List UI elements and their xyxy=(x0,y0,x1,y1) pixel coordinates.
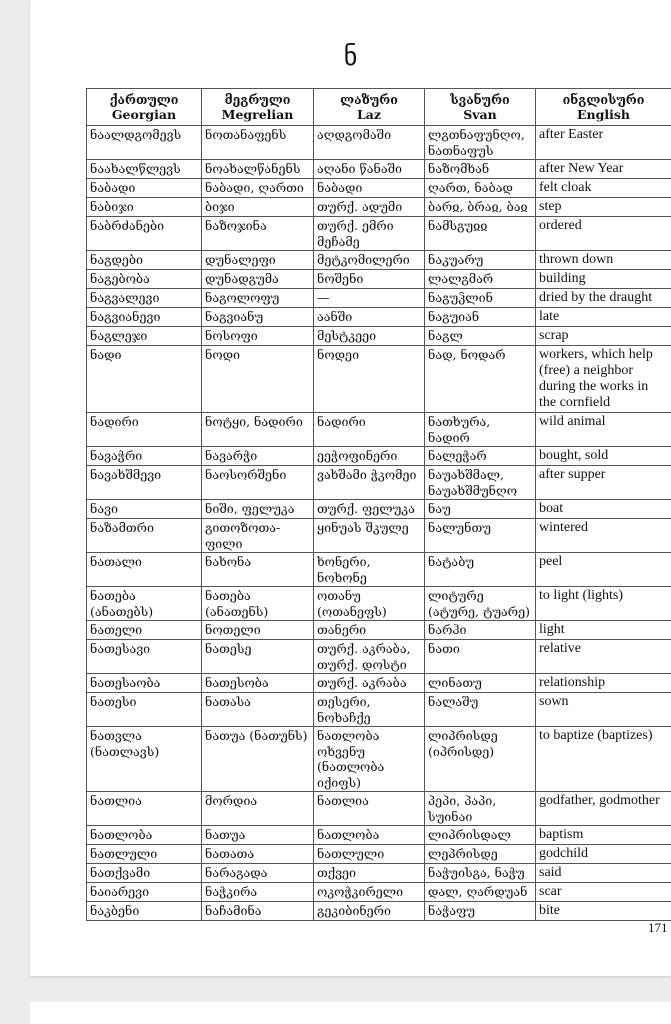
cell-georgian: ნადი xyxy=(87,346,202,413)
table-row xyxy=(87,179,671,198)
cell-megrelian: ნიში, ფელუკა xyxy=(202,500,314,519)
header-english: ინგლისური English xyxy=(536,89,671,126)
cell-megrelian: ნათესე xyxy=(202,640,314,674)
header-laz: ლაზური Laz xyxy=(314,89,425,126)
cell-svan: ნაკუარუ xyxy=(425,251,536,270)
cell-georgian: ნათვლა (ნათლავს) xyxy=(87,727,202,792)
cell-laz: ნათლია xyxy=(314,792,425,826)
header-georgian: ქართული Georgian xyxy=(87,89,202,126)
cell-english: said xyxy=(536,864,671,883)
cell-svan: დალ, ღარდუან xyxy=(425,883,536,902)
cell-laz: ოთანუ (ოთანეფს) xyxy=(314,587,425,621)
cell-megrelian: ნაჭკირა xyxy=(202,883,314,902)
cell-megrelian: ნაგვიანუ xyxy=(202,308,314,327)
cell-english: relationship xyxy=(536,674,671,693)
dictionary-page xyxy=(30,0,671,976)
cell-georgian: ნაგდები xyxy=(87,251,202,270)
cell-english: godfather, godmother xyxy=(536,792,671,826)
table-row xyxy=(87,845,671,864)
cell-megrelian: ნოთანაფენს xyxy=(202,126,314,160)
table-row xyxy=(87,640,671,674)
table-row xyxy=(87,270,671,289)
cell-laz: თანერი xyxy=(314,621,425,640)
cell-megrelian: ნათესობა xyxy=(202,674,314,693)
cell-laz: მეტკომილერი xyxy=(314,251,425,270)
cell-laz: აანში xyxy=(314,308,425,327)
cell-english: scar xyxy=(536,883,671,902)
table-row xyxy=(87,792,671,826)
cell-georgian: ნაბრძანები xyxy=(87,217,202,251)
cell-english: to baptize (baptizes) xyxy=(536,727,671,792)
cell-laz: გეკიბინერი xyxy=(314,902,425,921)
cell-megrelian: ნაზოჯინა xyxy=(202,217,314,251)
cell-megrelian: ნათება (ანათენს) xyxy=(202,587,314,621)
table-row xyxy=(87,553,671,587)
table-row xyxy=(87,500,671,519)
cell-georgian: ნაბადი xyxy=(87,179,202,198)
cell-georgian: ნაზამთრი xyxy=(87,519,202,553)
cell-megrelian: ნოსოფი xyxy=(202,327,314,346)
cell-georgian: ნავი xyxy=(87,500,202,519)
cell-georgian: ნაკბენი xyxy=(87,902,202,921)
next-page-edge xyxy=(30,1002,671,1024)
cell-english: boat xyxy=(536,500,671,519)
cell-laz: თურქ. აკრაბა xyxy=(314,674,425,693)
cell-svan: ნათხურა, ნადირ xyxy=(425,413,536,447)
cell-svan: ლალგმარ xyxy=(425,270,536,289)
cell-megrelian: ნაგოლოფუ xyxy=(202,289,314,308)
cell-svan: ლინათუ xyxy=(425,674,536,693)
cell-laz: ნათლობა xyxy=(314,826,425,845)
cell-laz: ოკოჭკირელი xyxy=(314,883,425,902)
cell-svan: ლიტურე (ატურე, ტუარე) xyxy=(425,587,536,621)
cell-megrelian: ნოდი xyxy=(202,346,314,413)
cell-laz: ვახშამი ჭკომეი xyxy=(314,466,425,500)
table-row xyxy=(87,126,671,160)
cell-svan: პეპი, პაპი, სუინაი xyxy=(425,792,536,826)
cell-georgian: ნათლია xyxy=(87,792,202,826)
cell-english: scrap xyxy=(536,327,671,346)
cell-laz: ნადირი xyxy=(314,413,425,447)
cell-laz: თურქ. აკრაბა, თურქ. დოსტი xyxy=(314,640,425,674)
cell-laz: თურქ. ადუმი xyxy=(314,198,425,217)
cell-georgian: ნაიარევი xyxy=(87,883,202,902)
cell-english: felt cloak xyxy=(536,179,671,198)
cell-svan: ნატაბუ xyxy=(425,553,536,587)
cell-georgian: ნათესაობა xyxy=(87,674,202,693)
table-row xyxy=(87,160,671,179)
cell-megrelian: დუნალეფი xyxy=(202,251,314,270)
header-megrelian: მეგრული Megrelian xyxy=(202,89,314,126)
cell-english: bought, sold xyxy=(536,447,671,466)
cell-laz: ყინუას შკულე xyxy=(314,519,425,553)
cell-svan: ნაგუიან xyxy=(425,308,536,327)
cell-megrelian: ნაჩამინა xyxy=(202,902,314,921)
page-number: 171 xyxy=(648,920,668,935)
cell-svan: ლეპრისდე xyxy=(425,845,536,864)
cell-laz: ხონერი, ნოხონე xyxy=(314,553,425,587)
cell-megrelian: ნაოსორშენი xyxy=(202,466,314,500)
cell-english: peel xyxy=(536,553,671,587)
table-row xyxy=(87,327,671,346)
cell-georgian: ნავახშმევი xyxy=(87,466,202,500)
cell-laz: ეეჭოფინერი xyxy=(314,447,425,466)
cell-svan: ნაჭუისგა, ნაჭუ xyxy=(425,864,536,883)
table-row xyxy=(87,447,671,466)
cell-megrelian: ნაბადი, ღართი xyxy=(202,179,314,198)
table-row xyxy=(87,519,671,553)
cell-english: godchild xyxy=(536,845,671,864)
cell-georgian: ნათელი xyxy=(87,621,202,640)
cell-megrelian: ნარაგადა xyxy=(202,864,314,883)
cell-english: after New Year xyxy=(536,160,671,179)
cell-svan: ნაგლ xyxy=(425,327,536,346)
cell-english: light xyxy=(536,621,671,640)
table-row xyxy=(87,826,671,845)
cell-megrelian: ნავარჭი xyxy=(202,447,314,466)
cell-english: wild animal xyxy=(536,413,671,447)
cell-svan: ნაზომხან xyxy=(425,160,536,179)
cell-english: to light (lights) xyxy=(536,587,671,621)
cell-georgian: ნათესი xyxy=(87,693,202,727)
table-row xyxy=(87,693,671,727)
cell-georgian: ნათლობა xyxy=(87,826,202,845)
table-row xyxy=(87,251,671,270)
table-row xyxy=(87,621,671,640)
cell-english: workers, which help (free) a neighbor during the works in the cornfield xyxy=(536,346,671,413)
table-row xyxy=(87,289,671,308)
cell-georgian: ნაგვიანევი xyxy=(87,308,202,327)
cell-english: thrown down xyxy=(536,251,671,270)
table-row xyxy=(87,864,671,883)
cell-megrelian: გითოზოთა- ფილი xyxy=(202,519,314,553)
table-row xyxy=(87,902,671,921)
table-row xyxy=(87,217,671,251)
cell-laz: თურქ. ემრი მეჩამე xyxy=(314,217,425,251)
cell-laz: ნოდეი xyxy=(314,346,425,413)
dictionary-table xyxy=(86,88,671,921)
table-row xyxy=(87,883,671,902)
cell-svan: ლიპრისდე (იპრისდე) xyxy=(425,727,536,792)
cell-svan: ნათი xyxy=(425,640,536,674)
table-row xyxy=(87,466,671,500)
cell-megrelian: მორდია xyxy=(202,792,314,826)
cell-megrelian: ნოტყი, ნადირი xyxy=(202,413,314,447)
cell-svan: ნალეჭარ xyxy=(425,447,536,466)
cell-georgian: ნათქვამი xyxy=(87,864,202,883)
cell-laz: — xyxy=(314,289,425,308)
cell-english: relative xyxy=(536,640,671,674)
cell-georgian: ნათლული xyxy=(87,845,202,864)
table-row xyxy=(87,674,671,693)
cell-svan: ბარჲ, ბრაჲ, ბაჲ xyxy=(425,198,536,217)
cell-english: building xyxy=(536,270,671,289)
cell-laz: ნათლული xyxy=(314,845,425,864)
section-letter: ნ xyxy=(343,42,358,72)
cell-svan: ნაგუჴლინ xyxy=(425,289,536,308)
cell-laz: მესტკეეი xyxy=(314,327,425,346)
cell-megrelian: ნოთელი xyxy=(202,621,314,640)
cell-english: dried by the draught xyxy=(536,289,671,308)
cell-svan: ნალუნთუ xyxy=(425,519,536,553)
cell-english: step xyxy=(536,198,671,217)
cell-svan: ნად, ნოდარ xyxy=(425,346,536,413)
cell-megrelian: ნახონა xyxy=(202,553,314,587)
cell-svan: ნაუახშმალ, ნაუახშმუნღო xyxy=(425,466,536,500)
cell-svan: ნაუ xyxy=(425,500,536,519)
table-row xyxy=(87,727,671,792)
cell-megrelian: ბიჯი xyxy=(202,198,314,217)
cell-georgian: ნათება (ანათებს) xyxy=(87,587,202,621)
cell-laz: აღანი წანაში xyxy=(314,160,425,179)
cell-georgian: ნაგებობა xyxy=(87,270,202,289)
cell-georgian: ნაბიჯი xyxy=(87,198,202,217)
cell-megrelian: ნოახალწანენს xyxy=(202,160,314,179)
cell-laz: თქვეი xyxy=(314,864,425,883)
table-row xyxy=(87,413,671,447)
cell-megrelian: ნათუა (ნათუნს) xyxy=(202,727,314,792)
cell-svan: ნამსგუჲჲ xyxy=(425,217,536,251)
cell-svan: ლგთნაფუნღო, ნათნაფუს xyxy=(425,126,536,160)
cell-georgian: ნათალი xyxy=(87,553,202,587)
table-row xyxy=(87,346,671,413)
cell-english: ordered xyxy=(536,217,671,251)
cell-svan: ღართ, ნაბად xyxy=(425,179,536,198)
cell-svan: ნარჰი xyxy=(425,621,536,640)
cell-megrelian: ნათათა xyxy=(202,845,314,864)
cell-svan: ნალაშუ xyxy=(425,693,536,727)
cell-georgian: ნადირი xyxy=(87,413,202,447)
cell-english: after Easter xyxy=(536,126,671,160)
cell-megrelian: დუნადგუმა xyxy=(202,270,314,289)
cell-laz: თესერი, ნოხაჩქე xyxy=(314,693,425,727)
cell-laz: თურქ. ფელუკა xyxy=(314,500,425,519)
header-svan: სვანური Svan xyxy=(425,89,536,126)
cell-georgian: ნათესავი xyxy=(87,640,202,674)
cell-georgian: ნაგლეჯი xyxy=(87,327,202,346)
cell-english: late xyxy=(536,308,671,327)
header-row xyxy=(87,89,671,126)
cell-svan: ნაჭაფუ xyxy=(425,902,536,921)
cell-georgian: ნაგვალევი xyxy=(87,289,202,308)
cell-megrelian: ნათუა xyxy=(202,826,314,845)
table-row xyxy=(87,198,671,217)
cell-english: baptism xyxy=(536,826,671,845)
cell-svan: ლიპრისდალ xyxy=(425,826,536,845)
cell-english: bite xyxy=(536,902,671,921)
cell-georgian: ნაალდგომევს xyxy=(87,126,202,160)
cell-english: after supper xyxy=(536,466,671,500)
cell-georgian: ნაახალწლევს xyxy=(87,160,202,179)
cell-laz: ნაბადი xyxy=(314,179,425,198)
cell-english: sown xyxy=(536,693,671,727)
cell-english: wintered xyxy=(536,519,671,553)
table-row xyxy=(87,308,671,327)
cell-laz: ნათლობა ოხვენუ (ნათლობა იქიფს) xyxy=(314,727,425,792)
cell-laz: ნოშენი xyxy=(314,270,425,289)
cell-georgian: ნავაჭრი xyxy=(87,447,202,466)
table-row xyxy=(87,587,671,621)
cell-megrelian: ნათასა xyxy=(202,693,314,727)
cell-laz: აღდგომაში xyxy=(314,126,425,160)
